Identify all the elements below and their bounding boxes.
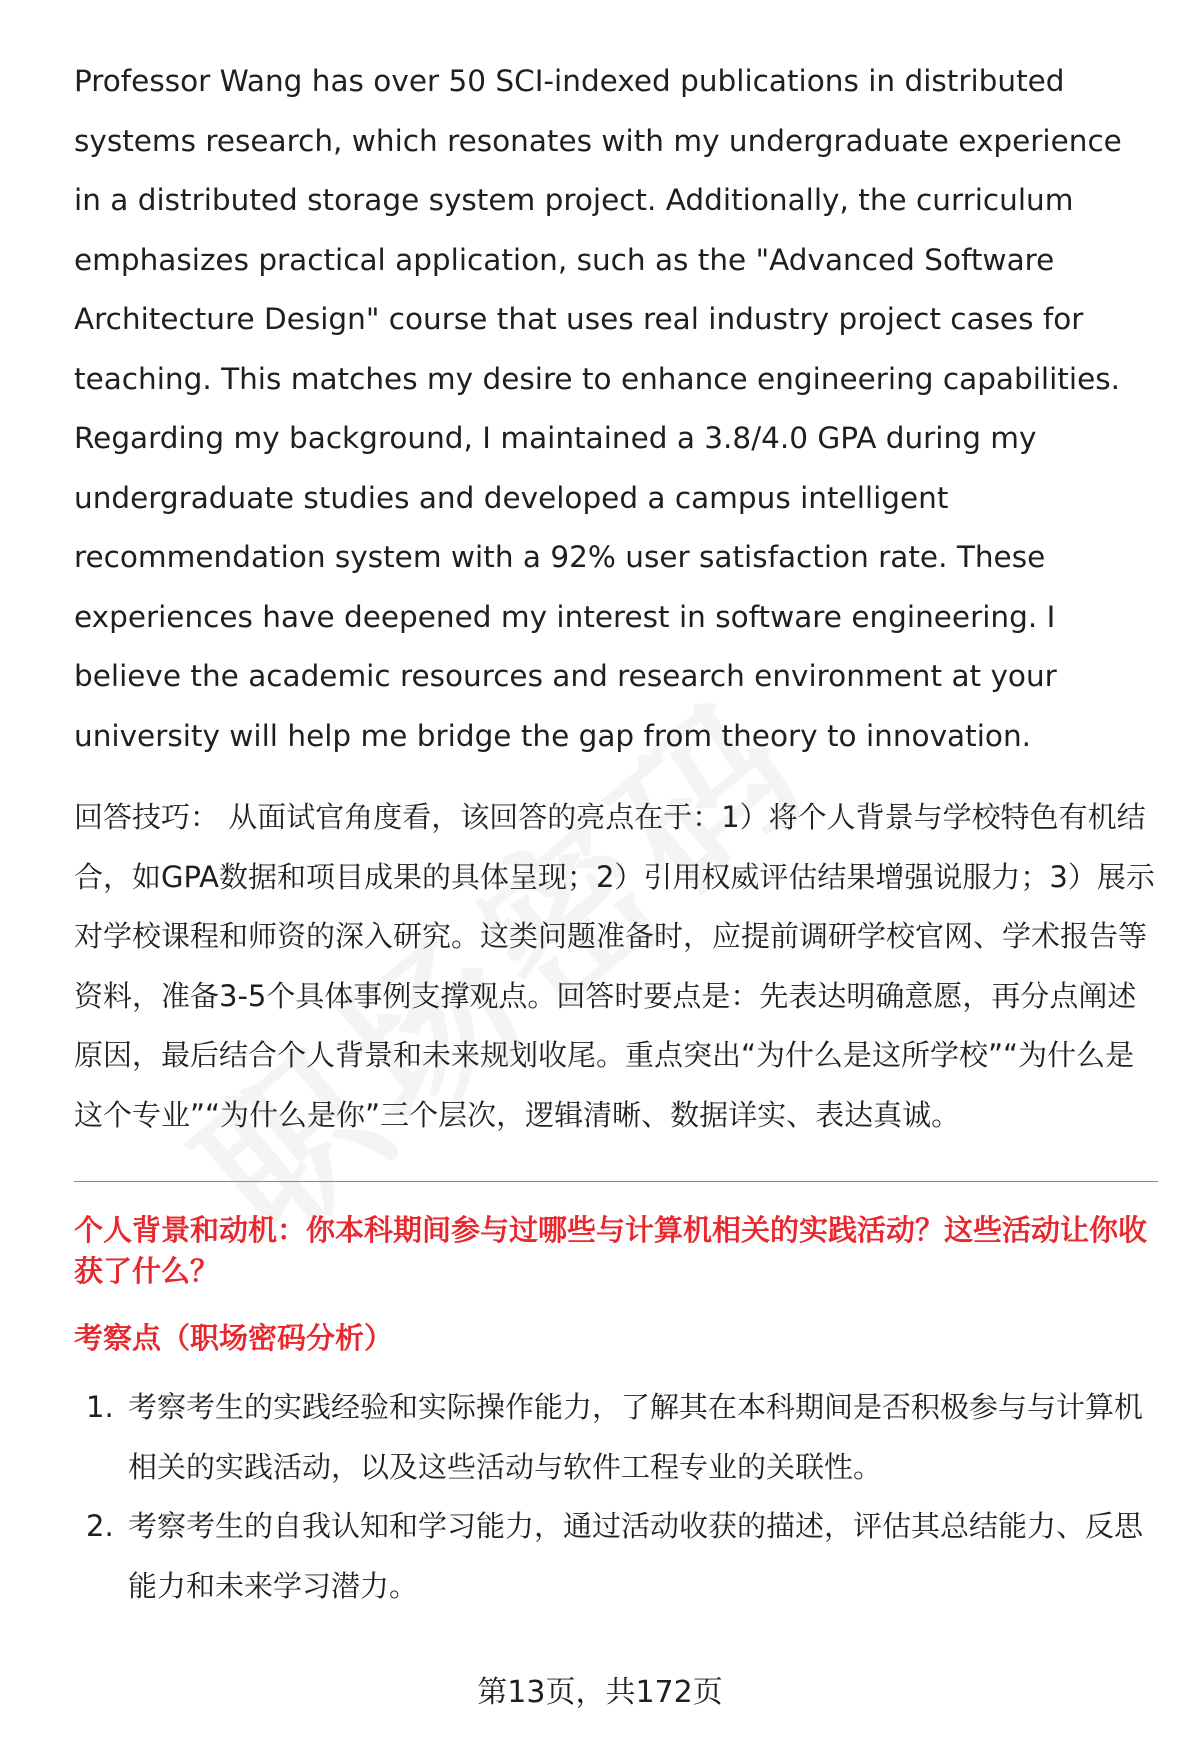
section-divider <box>74 1181 1158 1182</box>
list-item-text: 考察考生的实践经验和实际操作能力，了解其在本科期间是否积极参与与计算机相关的实践活动，以及这些活动与软件工程专业的关联性。 <box>128 1390 1144 1484</box>
answer-paragraph: Professor Wang has over 50 SCI-indexed publications in distributed systems research, which resonates with my undergraduate experience in a distributed storage system project. Additionally, the curriculum emphasizes practical application, such as the "Advanced Software Architecture Design" course that uses real industry project cases for teaching. This matches my desire to enhance engineering capabilities. Regarding my background, I maintained a 3.8/4.0 GPA during my undergraduate studies and developed a campus intelligent recommendation system with a 92% user satisfaction rate. These experiences have deepened my interest in software engineering. I believe the academic resources and research environment at your university will help me bridge the gap from theory to innovation. <box>74 64 1122 753</box>
list-item <box>74 1497 1158 1616</box>
question-heading: 个人背景和动机：你本科期间参与过哪些与计算机相关的实践活动？这些活动让你收获了什么？ <box>74 1213 1148 1288</box>
analysis-points-list <box>74 1378 1158 1616</box>
page-content <box>74 52 1158 1616</box>
page-footer: 第13页，共172页 <box>477 1675 723 1710</box>
list-item <box>74 1378 1158 1497</box>
list-item-number: 2. <box>86 1509 114 1543</box>
list-item-number: 1. <box>86 1390 114 1424</box>
analysis-subheading: 考察点（职场密码分析） <box>74 1321 394 1355</box>
list-item-text: 考察考生的自我认知和学习能力，通过活动收获的描述，评估其总结能力、反思能力和未来学习潜力。 <box>128 1509 1144 1603</box>
tips-paragraph: 回答技巧： 从面试官角度看，该回答的亮点在于：1）将个人背景与学校特色有机结合，如GPA数据和项目成果的具体呈现；2）引用权威评估结果增强说服力；3）展示对学校课程和师资的深入研究。这类问题准备时，应提前调研学校官网、学术报告等资料，准备3-5个具体事例支撑观点。回答时要点是：先表达明确意愿，再分点阐述原因，最后结合个人背景和未来规划收尾。重点突出“为什么是这所学校”“为什么是这个专业”“为什么是你”三个层次，逻辑清晰、数据详实、表达真诚。 <box>74 800 1155 1132</box>
